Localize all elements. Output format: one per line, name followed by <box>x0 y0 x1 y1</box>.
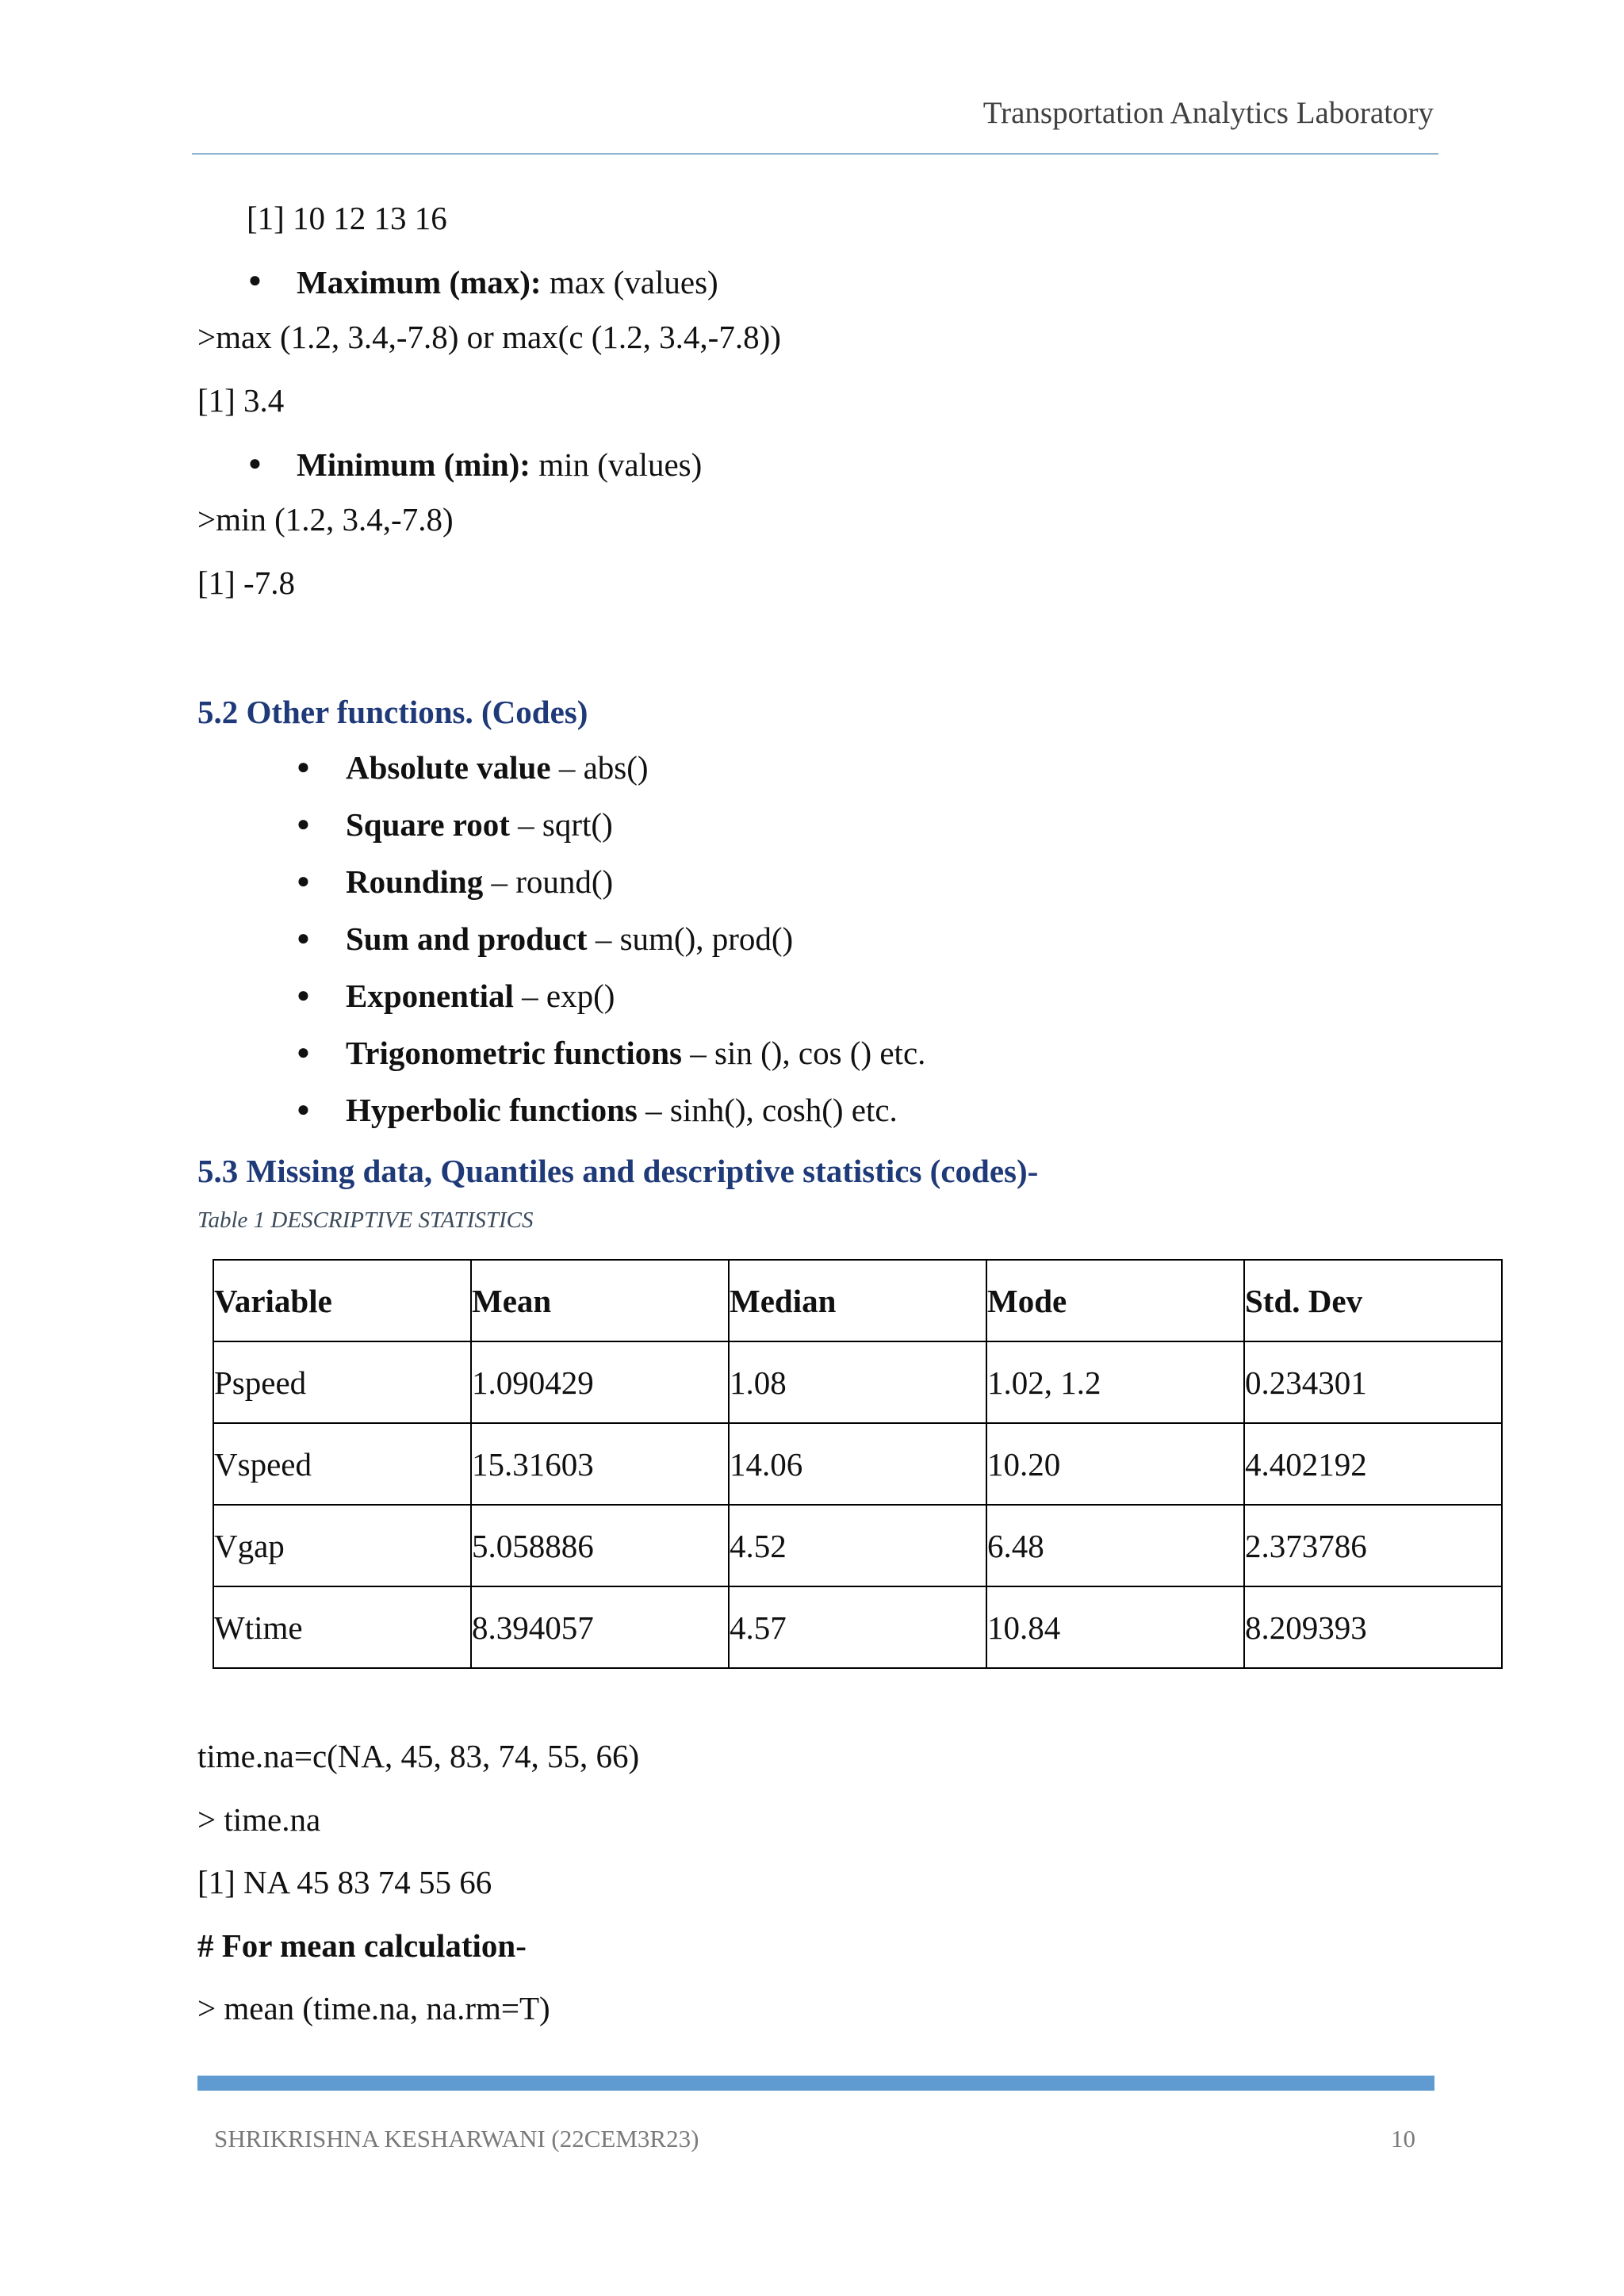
min-output-line: [1] -7.8 <box>197 564 295 601</box>
code-comment-line: # For mean calculation- <box>197 1927 527 1964</box>
function-name: Rounding <box>346 863 484 900</box>
bullet-dot-icon: ● <box>248 268 262 293</box>
function-code: – exp() <box>513 978 615 1014</box>
table-cell: 1.08 <box>729 1341 986 1423</box>
table-row <box>213 1586 1502 1668</box>
section-5-3-heading: 5.3 Missing data, Quantiles and descriptive statistics (codes)- <box>197 1153 1039 1189</box>
table-cell: 14.06 <box>729 1423 986 1505</box>
header-title: Transportation Analytics Laboratory <box>982 96 1434 130</box>
table-cell: 2.373786 <box>1244 1505 1502 1586</box>
function-code: – abs() <box>550 749 649 786</box>
function-list-item <box>346 1094 898 1127</box>
function-list-item <box>346 749 649 786</box>
table-cell: 10.84 <box>986 1586 1244 1668</box>
table-cell: Vspeed <box>213 1423 471 1505</box>
table-cell: 1.090429 <box>471 1341 729 1423</box>
page-number: 10 <box>1391 2125 1415 2152</box>
max-desc: max (values) <box>541 264 718 300</box>
footer-author: SHRIKRISHNA KESHARWANI (22CEM3R23) <box>214 2125 699 2152</box>
function-list-item <box>346 863 614 900</box>
column-header: Variable <box>213 1260 471 1341</box>
max-label: Maximum (max): <box>297 264 542 300</box>
code-print-line: > time.na <box>197 1801 321 1838</box>
bullet-dot-icon: ● <box>248 451 262 476</box>
column-header: Mode <box>986 1260 1244 1341</box>
table-row <box>213 1341 1502 1423</box>
table-cell: 10.20 <box>986 1423 1244 1505</box>
function-name: Hyperbolic functions <box>346 1092 638 1128</box>
table-cell: 15.31603 <box>471 1423 729 1505</box>
section-5-2-heading: 5.2 Other functions. (Codes) <box>197 694 588 730</box>
table-header-row <box>213 1260 1502 1341</box>
bullet-dot-icon: ● <box>297 926 310 951</box>
column-header: Median <box>729 1260 986 1341</box>
bullet-dot-icon: ● <box>297 983 310 1008</box>
bullet-dot-icon: ● <box>297 812 310 836</box>
column-header: Std. Dev <box>1244 1260 1502 1341</box>
min-definition <box>297 446 703 483</box>
descriptive-statistics-table <box>213 1259 1503 1669</box>
min-label: Minimum (min): <box>297 446 530 483</box>
table-cell: 4.52 <box>729 1505 986 1586</box>
min-code-line: >min (1.2, 3.4,-7.8) <box>197 501 454 538</box>
code-assign-line: time.na=c(NA, 45, 83, 74, 55, 66) <box>197 1738 640 1774</box>
max-definition <box>297 266 718 299</box>
header-divider <box>192 153 1438 155</box>
table-cell: 0.234301 <box>1244 1341 1502 1423</box>
function-code: – sqrt() <box>509 806 613 843</box>
function-list-item <box>346 920 794 957</box>
function-code: – sinh(), cosh() etc. <box>637 1092 898 1128</box>
table-cell: 4.402192 <box>1244 1423 1502 1505</box>
footer-bar <box>197 2076 1434 2091</box>
table-cell: 8.209393 <box>1244 1586 1502 1668</box>
table-row <box>213 1423 1502 1505</box>
function-name: Sum and product <box>346 920 588 957</box>
table-caption: Table 1 DESCRIPTIVE STATISTICS <box>197 1207 534 1233</box>
table-cell: 4.57 <box>729 1586 986 1668</box>
previous-output-line: [1] 10 12 13 16 <box>247 200 447 236</box>
function-name: Absolute value <box>346 749 551 786</box>
bullet-dot-icon: ● <box>297 869 310 894</box>
function-code: – sin (), cos () etc. <box>682 1035 926 1071</box>
max-output-line: [1] 3.4 <box>197 382 285 419</box>
bullet-dot-icon: ● <box>297 755 310 779</box>
function-code: – sum(), prod() <box>587 920 794 957</box>
function-list-item <box>346 806 613 843</box>
bullet-dot-icon: ● <box>297 1097 310 1122</box>
table-cell: 6.48 <box>986 1505 1244 1586</box>
table-cell: 8.394057 <box>471 1586 729 1668</box>
table-cell: Wtime <box>213 1586 471 1668</box>
function-name: Exponential <box>346 978 514 1014</box>
table-cell: Pspeed <box>213 1341 471 1423</box>
code-mean-line: > mean (time.na, na.rm=T) <box>197 1990 550 2026</box>
min-desc: min (values) <box>530 446 703 483</box>
table-cell: 1.02, 1.2 <box>986 1341 1244 1423</box>
code-output-line: [1] NA 45 83 74 55 66 <box>197 1864 492 1900</box>
function-list-item <box>346 1037 925 1070</box>
function-list-item <box>346 980 615 1012</box>
function-name: Square root <box>346 806 510 843</box>
function-name: Trigonometric functions <box>346 1035 682 1071</box>
max-code-line: >max (1.2, 3.4,-7.8) or max(c (1.2, 3.4,-7.8)) <box>197 319 781 355</box>
table-cell: Vgap <box>213 1505 471 1586</box>
function-code: – round() <box>483 863 614 900</box>
bullet-dot-icon: ● <box>297 1040 310 1065</box>
table-row <box>213 1505 1502 1586</box>
column-header: Mean <box>471 1260 729 1341</box>
table-cell: 5.058886 <box>471 1505 729 1586</box>
